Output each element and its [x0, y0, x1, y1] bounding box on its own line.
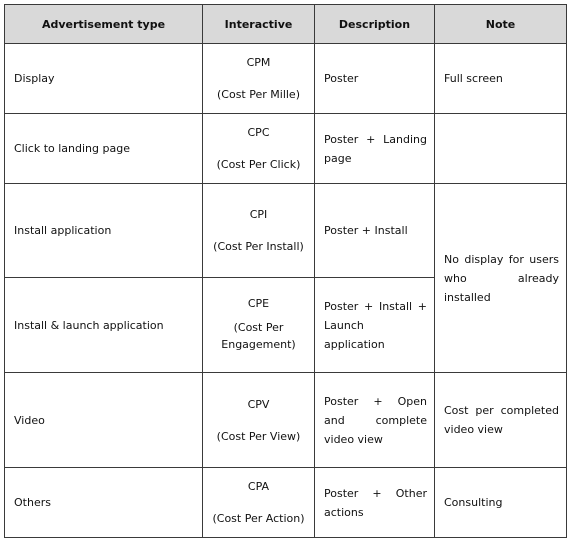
cell-interactive [203, 373, 315, 468]
cost-model-full: (Cost Per Mille) [217, 88, 300, 101]
cell-description: Poster + Install [315, 184, 435, 278]
cost-model-full: (Cost Per Engagement) [221, 321, 296, 351]
cell-note [435, 114, 567, 184]
table-row [5, 114, 567, 184]
cell-type: Others [5, 468, 203, 538]
cost-model-code: CPM [246, 56, 271, 69]
cell-interactive [203, 468, 315, 538]
cell-note: Full screen [435, 44, 567, 114]
cell-type: Video [5, 373, 203, 468]
cost-model-code: CPV [247, 397, 270, 411]
cost-model-code: CPI [249, 208, 268, 221]
cell-interactive [203, 44, 315, 114]
table-header-row [5, 5, 567, 44]
table-row [5, 468, 567, 538]
cost-model-full: (Cost Per Action) [212, 512, 305, 525]
cost-model-full: (Cost Per View) [216, 429, 301, 443]
cell-interactive [203, 278, 315, 373]
cost-model-code: CPC [247, 126, 270, 139]
cell-interactive [203, 114, 315, 184]
cost-model-code: CPE [247, 297, 270, 310]
cost-model-code: CPA [247, 480, 270, 493]
cost-model-full: (Cost Per Install) [213, 240, 304, 253]
cell-description: Poster + Install + Launch application [315, 278, 435, 373]
cost-model-full: (Cost Per Click) [216, 158, 301, 171]
table-row [5, 373, 567, 468]
cell-type: Display [5, 44, 203, 114]
cell-note: Cost per completed video view [435, 373, 567, 468]
cell-description: Poster [315, 44, 435, 114]
cell-type: Install application [5, 184, 203, 278]
table-row [5, 184, 567, 278]
advertisement-table [4, 4, 567, 538]
cell-description: Poster + Landing page [315, 114, 435, 184]
header-interactive: Interactive [203, 5, 315, 44]
cell-type: Click to landing page [5, 114, 203, 184]
cell-note: Consulting [435, 468, 567, 538]
cell-type: Install & launch application [5, 278, 203, 373]
cell-description: Poster + Other actions [315, 468, 435, 538]
table-row [5, 44, 567, 114]
cell-interactive [203, 184, 315, 278]
header-note: Note [435, 5, 567, 44]
cell-description: Poster + Open and complete video view [315, 373, 435, 468]
cell-note: No display for users who already installed [435, 184, 567, 373]
header-advertisement-type: Advertisement type [5, 5, 203, 44]
header-description: Description [315, 5, 435, 44]
